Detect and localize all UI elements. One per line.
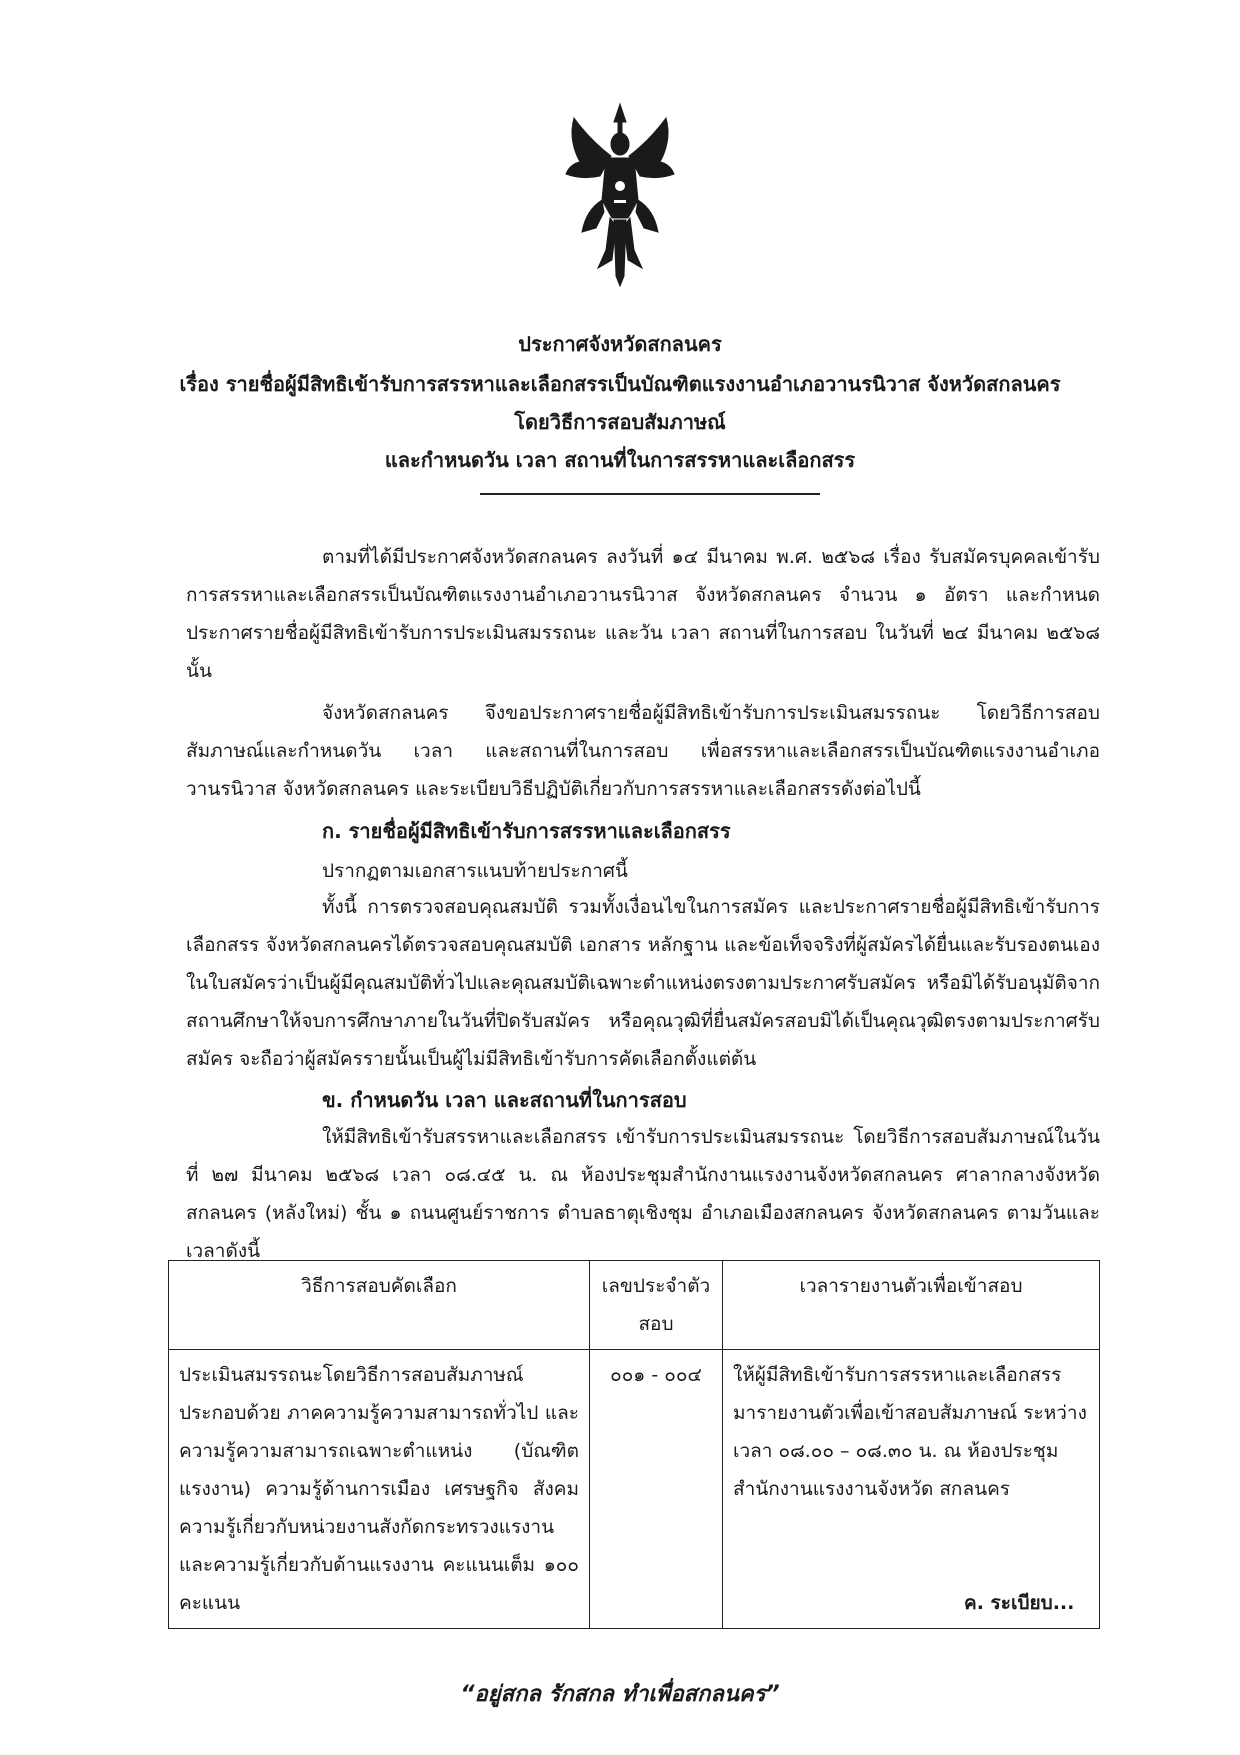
column-header-report-time: เวลารายงานตัวเพื่อเข้าสอบ	[723, 1261, 1100, 1350]
section-a-paragraph: ทั้งนี้ การตรวจสอบคุณสมบัติ รวมทั้งเงื่อนไขในการสมัคร และประกาศรายชื่อผู้มีสิทธิเข้ารับการเลือกสรร จังหวัดสกลนครได้ตรวจสอบคุณสมบัติ เอกสาร หลักฐาน และข้อเท็จจริงที่ผู้สมัครได้ยื่นและรับรองตนเองในใบสมัครว่าเป็นผู้มีคุณสมบัติทั่วไปและคุณสมบัติเฉพาะตำแหน่งตรงตามประกาศรับสมัคร หรือมิได้รับอนุมัติจากสถานศึกษาให้จบการศึกษาภายในวันที่ปิดรับสมัคร หรือคุณวุฒิที่ยื่นสมัครสอบมิได้เป็นคุณวุฒิตรงตามประกาศรับสมัคร จะถือว่าผู้สมัครรายนั้นเป็นผู้ไม่มีสิทธิเข้ารับการคัดเลือกตั้งแต่ต้น	[186, 896, 1100, 1070]
column-header-exam-number: เลขประจำตัวสอบ	[590, 1261, 723, 1350]
paragraph-1: ตามที่ได้มีประกาศจังหวัดสกลนคร ลงวันที่ ๑๔ มีนาคม พ.ศ. ๒๕๖๘ เรื่อง รับสมัครบุคคลเข้ารับการสรรหาและเลือกสรรเป็นบัณฑิตแรงงานอำเภอวานรนิวาส จังหวัดสกลนคร จำนวน ๑ อัตรา และกำหนดประกาศรายชื่อผู้มีสิทธิเข้ารับการประเมินสมรรถนะ และวัน เวลา สถานที่ในการสอบ ในวันที่ ๒๔ มีนาคม ๒๕๖๘ นั้น	[186, 546, 1100, 682]
section-a-line: ปรากฏตามเอกสารแนบท้ายประกาศนี้	[322, 860, 628, 882]
cell-exam-number: ๐๐๑ - ๐๐๔	[590, 1350, 723, 1629]
cell-report-time: ให้ผู้มีสิทธิเข้ารับการสรรหาและเลือกสรร มารายงานตัวเพื่อเข้าสอบสัมภาษณ์ ระหว่างเวลา ๐๘.๐๐ – ๐๘.๓๐ น. ณ ห้องประชุมสำนักงานแรงงานจังหวัด สกลนคร	[723, 1350, 1100, 1629]
section-a-heading: ก. รายชื่อผู้มีสิทธิเข้ารับการสรรหาและเลือกสรร	[322, 819, 731, 843]
garuda-emblem-icon	[560, 100, 680, 290]
subject-line-1: เรื่อง รายชื่อผู้มีสิทธิเข้ารับการสรรหาและเลือกสรรเป็นบัณฑิตแรงงานอำเภอวานรนิวาส จังหวัดสกลนคร	[179, 372, 1061, 396]
table-row	[169, 1350, 1100, 1629]
cell-method: ประเมินสมรรถนะโดยวิธีการสอบสัมภาษณ์ ประกอบด้วย ภาคความรู้ความสามารถทั่วไป และ ความรู้ความสามารถเฉพาะตำแหน่ง (บัณฑิตแรงงาน) ความรู้ด้านการเมือง เศรษฐกิจ สังคม ความรู้เกี่ยวกับหน่วยงานสังกัดกระทรวงแรงาน และความรู้เกี่ยวกับด้านแรงงาน คะแนนเต็ม ๑๐๐ คะแนน	[169, 1350, 590, 1629]
subject-line-2: โดยวิธีการสอบสัมภาษณ์	[514, 410, 726, 434]
subject-line-3: และกำหนดวัน เวลา สถานที่ในการสรรหาและเลือกสรร	[384, 448, 856, 472]
province-motto: “อยู่สกล รักสกล ทำเพื่อสกลนคร”	[460, 1682, 780, 1707]
exam-schedule-table	[168, 1260, 1100, 1629]
section-b-heading: ข. กำหนดวัน เวลา และสถานที่ในการสอบ	[322, 1088, 687, 1112]
continued-marker: ค. ระเบียบ...	[964, 1592, 1075, 1614]
announcement-title: ประกาศจังหวัดสกลนคร	[518, 332, 722, 356]
column-header-method: วิธีการสอบคัดเลือก	[169, 1261, 590, 1350]
section-b-paragraph: ให้มีสิทธิเข้ารับสรรหาและเลือกสรร เข้ารับการประเมินสมรรถนะ โดยวิธีการสอบสัมภาษณ์ในวันที่ ๒๗ มีนาคม ๒๕๖๘ เวลา ๐๘.๔๕ น. ณ ห้องประชุมสำนักงานแรงงานจังหวัดสกลนคร ศาลากลางจังหวัดสกลนคร (หลังใหม่) ชั้น ๑ ถนนศูนย์ราชการ ตำบลธาตุเชิงชุม อำเภอเมืองสกลนคร จังหวัดสกลนคร ตามวันและเวลาดังนี้	[186, 1126, 1100, 1262]
table-header-row	[169, 1261, 1100, 1350]
title-divider	[480, 493, 820, 495]
paragraph-2: จังหวัดสกลนคร จึงขอประกาศรายชื่อผู้มีสิทธิเข้ารับการประเมินสมรรถนะ โดยวิธีการสอบสัมภาษณ์และกำหนดวัน เวลา และสถานที่ในการสอบ เพื่อสรรหาและเลือกสรรเป็นบัณฑิตแรงงานอำเภอวานรนิวาส จังหวัดสกลนคร และระเบียบวิธีปฏิบัติเกี่ยวกับการสรรหาและเลือกสรรดังต่อไปนี้	[186, 702, 1100, 800]
